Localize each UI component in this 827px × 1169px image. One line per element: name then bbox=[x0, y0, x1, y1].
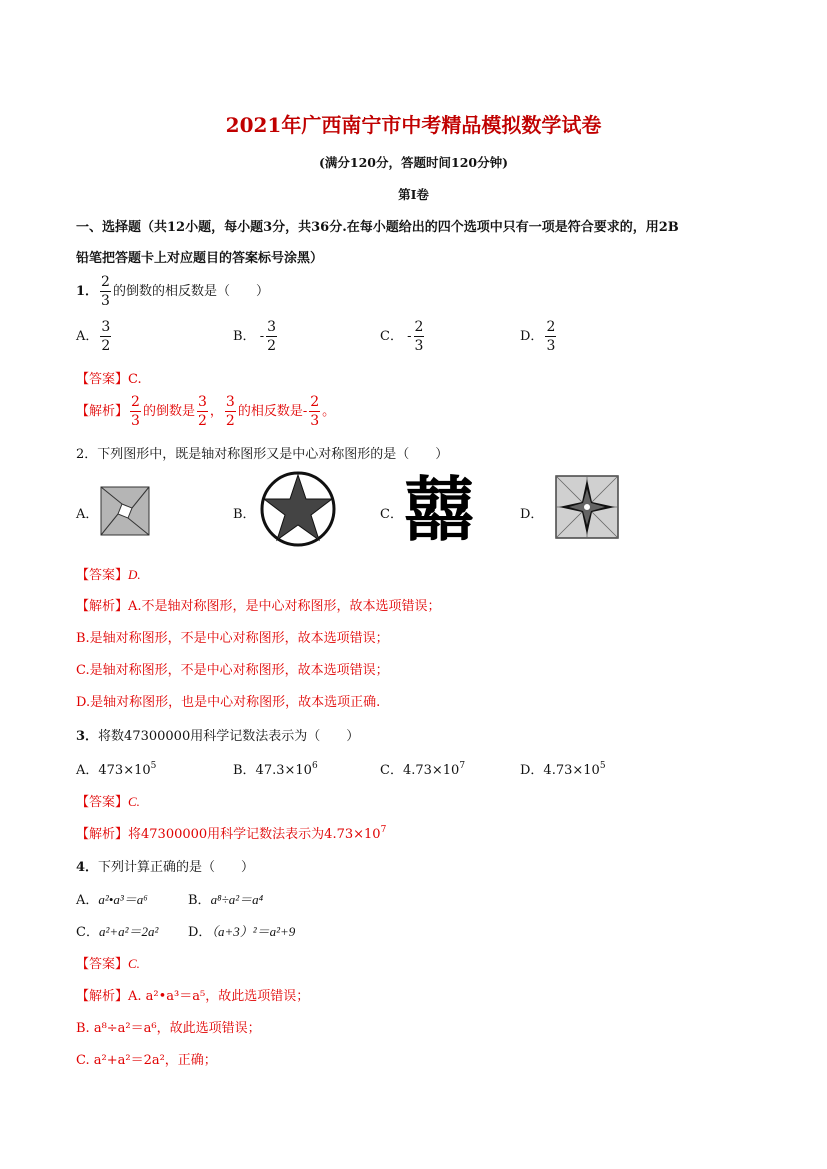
question-stem: 下列计算正确的是（ ） bbox=[98, 860, 255, 875]
question-stem: 将数47300000用科学记数法表示为（ ） bbox=[98, 729, 360, 744]
q2-explanation-a: 【解析】A.不是轴对称图形，是中心对称图形，故本选项错误； bbox=[76, 599, 441, 614]
q2-option-a-label: A． bbox=[76, 507, 99, 522]
question-number: 3． bbox=[76, 729, 99, 744]
question-2 bbox=[76, 443, 448, 462]
q3-option-b: B．$47.3\times 10^6$ bbox=[233, 761, 318, 778]
q2-explanation-d: D.是轴对称图形，也是中心对称图形，故本选项正确. bbox=[76, 695, 381, 710]
q1-option-b: B． - $\frac{3}{2}$ bbox=[233, 319, 277, 354]
q1-option-c: C． - $\frac{2}{3}$ bbox=[380, 319, 424, 354]
q4-option-b: B．a⁸÷a²＝a⁴ bbox=[188, 892, 264, 908]
q4-explanation-a: 【解析】A. a²•a³＝a⁵，故此选项错误； bbox=[76, 989, 310, 1004]
question-number: 4． bbox=[76, 860, 99, 875]
q2-figure-b-star-in-circle bbox=[259, 470, 337, 548]
q1-option-a: A． $\frac{3}{2}$ bbox=[76, 319, 111, 354]
q4-answer: 【答案】C. bbox=[76, 956, 140, 972]
q2-option-b-label: B． bbox=[233, 507, 256, 522]
q4-option-a: A．a²•a³＝a⁶ bbox=[76, 892, 148, 908]
score-time-note: (满分120分，答题时间120分钟) bbox=[318, 155, 508, 170]
q3-answer: 【答案】C. bbox=[76, 794, 140, 810]
q3-option-c: C．$4.73\times 10^7$ bbox=[380, 761, 466, 778]
q3-option-a: A．$473\times 10^5$ bbox=[76, 761, 157, 778]
question-number: 1． bbox=[76, 284, 99, 299]
q4-explanation-b: B. a⁸÷a²＝a⁶，故此选项错误； bbox=[76, 1021, 261, 1036]
q2-option-c-label: C． bbox=[380, 507, 403, 522]
q1-explanation: 【解析】 $\frac{2}{3}$ 的倒数是 $\frac{3}{2}$ ， $\frac{3}{2}$ 的相反数是- $\frac{2}{3}$ 。 bbox=[76, 394, 336, 429]
q3-option-d: D．$4.73\times 10^5$ bbox=[520, 761, 606, 778]
q2-figure-a-pinwheel-square bbox=[100, 486, 150, 536]
question-3 bbox=[76, 725, 359, 744]
q2-figure-d-star-square bbox=[555, 475, 619, 539]
section-instructions-line2: 铅笔把答题卡上对应题目的答案标号涂黑） bbox=[76, 251, 324, 266]
q4-explanation-c: C. a²+a²＝2a²，正确； bbox=[76, 1053, 217, 1068]
q1-answer: 【答案】C. bbox=[76, 372, 142, 387]
question-number: 2． bbox=[76, 447, 98, 462]
q4-option-c: C．a²+a²＝2a² bbox=[76, 924, 159, 940]
q4-option-d: D．（a+3）²＝a²+9 bbox=[188, 924, 296, 940]
page-title: 2021年广西南宁市中考精品模拟数学试卷 bbox=[225, 113, 602, 137]
q2-option-d-label: D． bbox=[520, 507, 544, 522]
volume-heading: 第I卷 bbox=[398, 187, 429, 202]
q2-explanation-b: B.是轴对称图形，不是中心对称图形，故本选项错误； bbox=[76, 631, 389, 646]
section-instructions-line1: 一、选择题（共12小题，每小题3分，共36分.在每小题给出的四个选项中只有一项是符合要求的，用2B bbox=[76, 220, 679, 235]
q1-option-d: D． $\frac{2}{3}$ bbox=[520, 319, 556, 354]
question-1 bbox=[76, 275, 269, 308]
q2-answer: 【答案】D. bbox=[76, 567, 141, 583]
q2-explanation-c: C.是轴对称图形，不是中心对称图形，故本选项错误； bbox=[76, 663, 389, 678]
fraction: $\frac{2}{3}$ bbox=[101, 274, 110, 309]
question-stem: 的倒数的相反数是（ ） bbox=[112, 284, 269, 299]
question-4 bbox=[76, 856, 254, 875]
q3-explanation: 【解析】将47300000用科学记数法表示为$4.73\times 10^7$ bbox=[76, 825, 387, 842]
question-stem: 下列图形中，既是轴对称图形又是中心对称图形的是（ ） bbox=[97, 447, 449, 462]
q2-figure-c-double-happiness: 囍 bbox=[404, 469, 468, 551]
